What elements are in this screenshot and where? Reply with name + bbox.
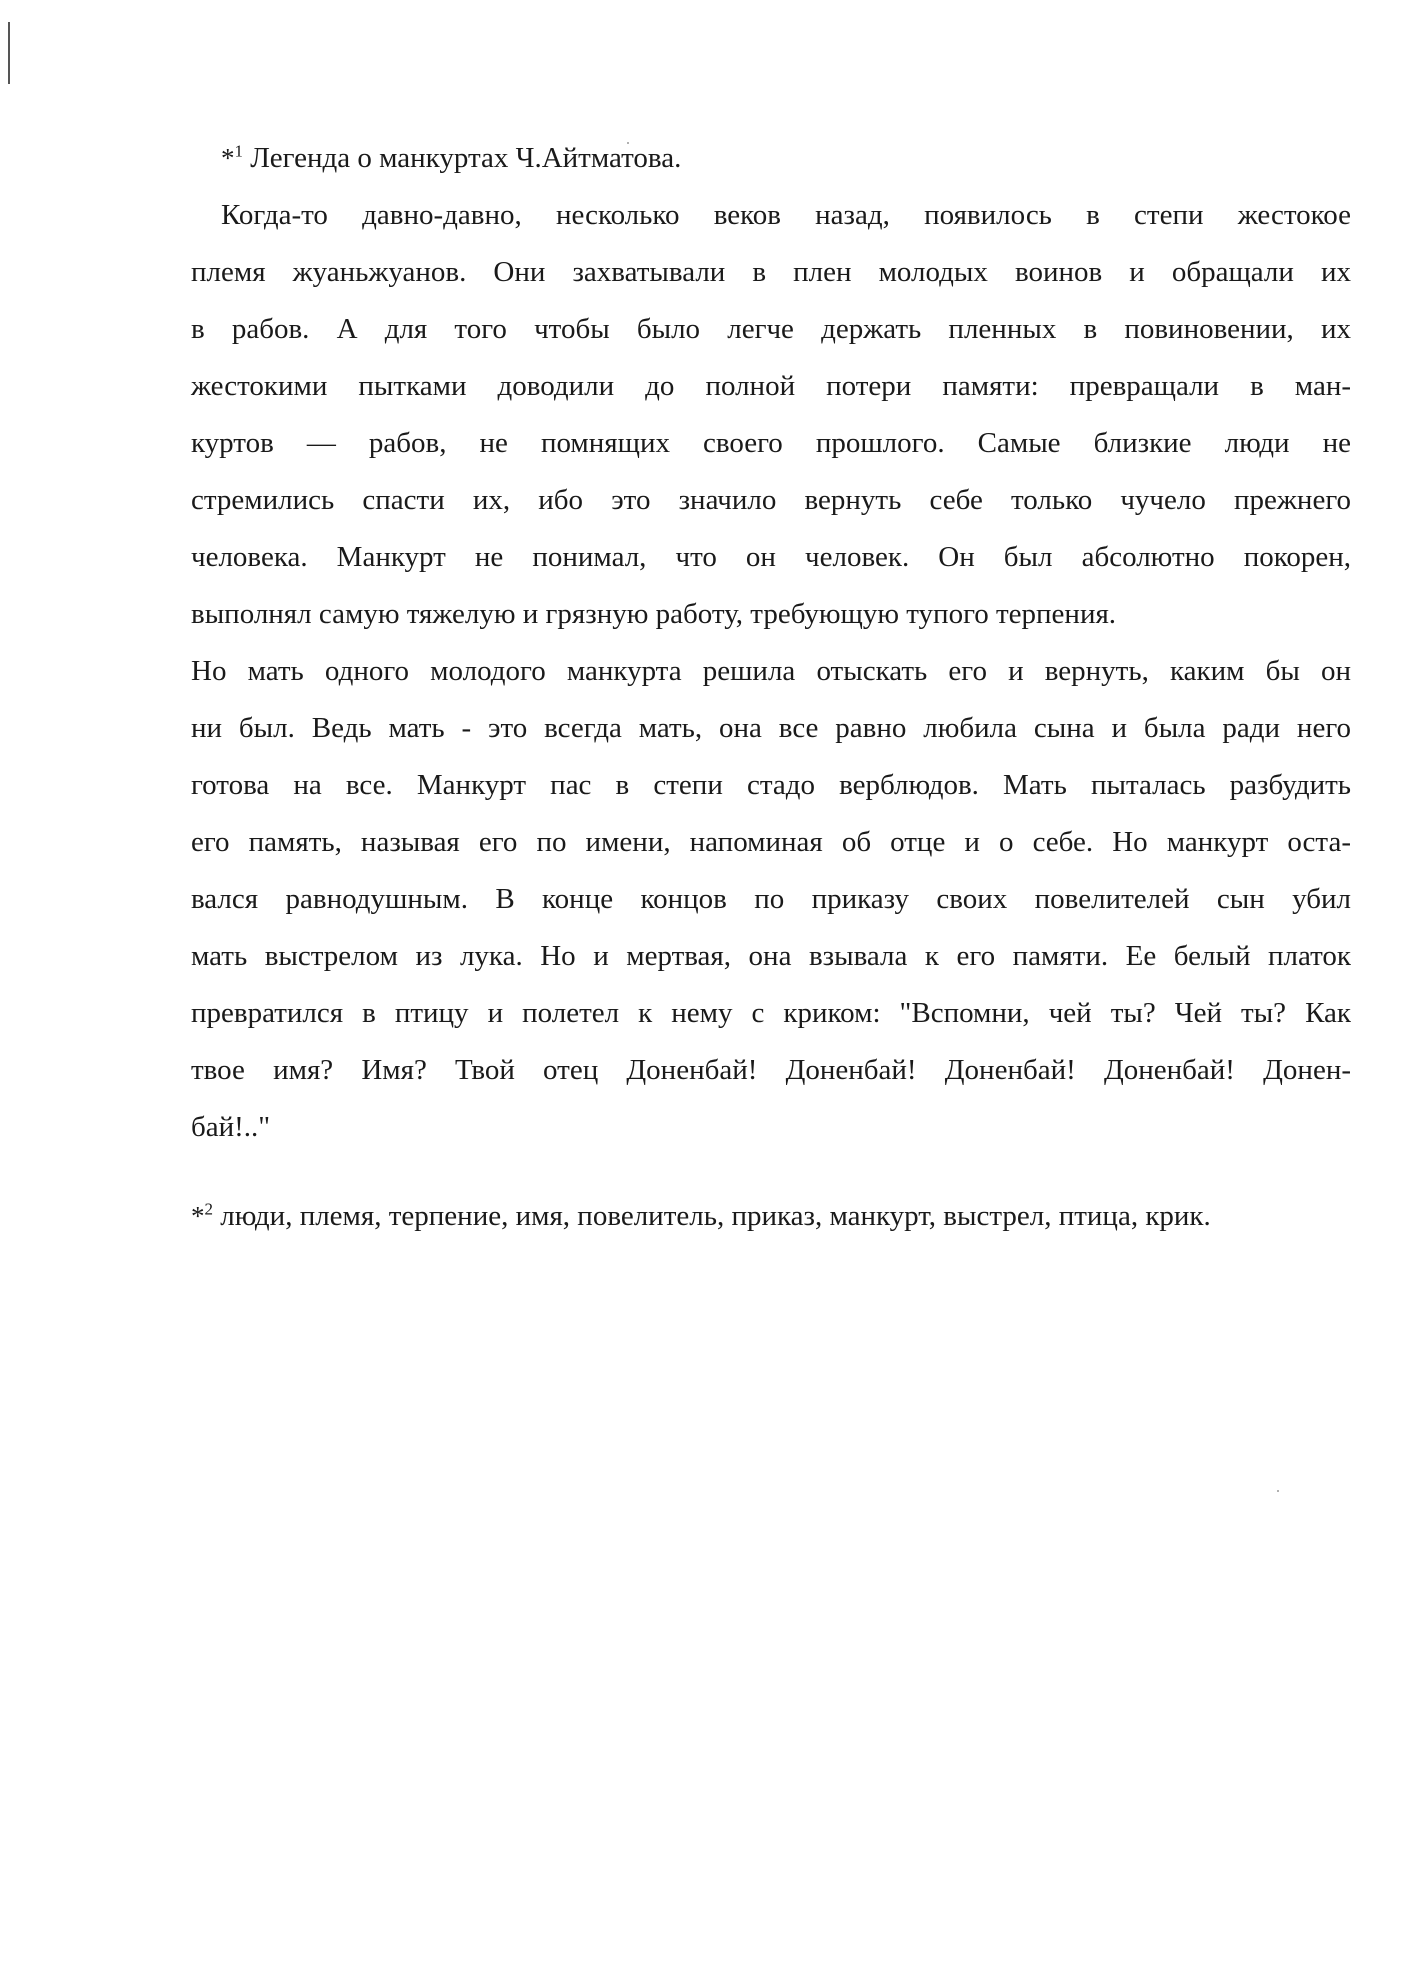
footnote-2-sup: 2 [204, 1199, 213, 1219]
document-page [191, 130, 1351, 1245]
text-line: превратился в птицу и полетел к нему с криком: "Вспомни, чей ты? Чей ты? Как [191, 997, 1351, 1029]
text-line: в рабов. А для того чтобы было легче держать пленных в повиновении, их [191, 313, 1351, 345]
footnote-2-marker: * [191, 1201, 205, 1231]
footnote-1-heading [191, 130, 1351, 187]
text-line: мать выстрелом из лука. Но и мертвая, она взывала к его памяти. Ее белый платок [191, 940, 1351, 972]
text-line: Когда-то давно-давно, несколько веков назад, появилось в степи жестокое [221, 199, 1351, 231]
legend-title: Легенда о манкуртах Ч.Айтматова. [250, 142, 682, 174]
text-line: готова на все. Манкурт пас в степи стадо верблюдов. Мать пыталась разбудить [191, 769, 1351, 801]
text-line: человека. Манкурт не понимал, что он человек. Он был абсолютно покорен, [191, 541, 1351, 573]
text-line: выполнял самую тяжелую и грязную работу, требующую тупого терпения. [191, 598, 1117, 630]
scan-speck [1277, 1490, 1279, 1492]
text-line: твое имя? Имя? Твой отец Доненбай! Доненбай! Доненбай! Доненбай! Донен- [191, 1054, 1351, 1086]
text-line: жестокими пытками доводили до полной потери памяти: превращали в ман- [191, 370, 1351, 402]
footnote-1-sup: 1 [234, 141, 243, 161]
text-line: вался равнодушным. В конце концов по приказу своих повелителей сын убил [191, 883, 1351, 915]
text-line: стремились спасти их, ибо это значило вернуть себе только чучело прежнего [191, 484, 1351, 516]
word-list: люди, племя, терпение, имя, повелитель, приказ, манкурт, выстрел, птица, крик. [220, 1200, 1211, 1232]
footnote-2 [191, 1188, 1351, 1245]
footnote-1-marker: * [221, 143, 235, 173]
text-line: ни был. Ведь мать - это всегда мать, она все равно любила сына и была ради него [191, 712, 1351, 744]
text-line: куртов — рабов, не помнящих своего прошлого. Самые близкие люди не [191, 427, 1351, 459]
scan-edge-mark [8, 22, 10, 84]
text-line: его память, называя его по имени, напоминая об отце и о себе. Но манкурт оста- [191, 826, 1351, 858]
text-line: Но мать одного молодого манкурта решила отыскать его и вернуть, каким бы он [191, 655, 1351, 687]
text-line: племя жуаньжуанов. Они захватывали в плен молодых воинов и обращали их [191, 256, 1351, 288]
text-line: бай!.." [191, 1111, 271, 1143]
